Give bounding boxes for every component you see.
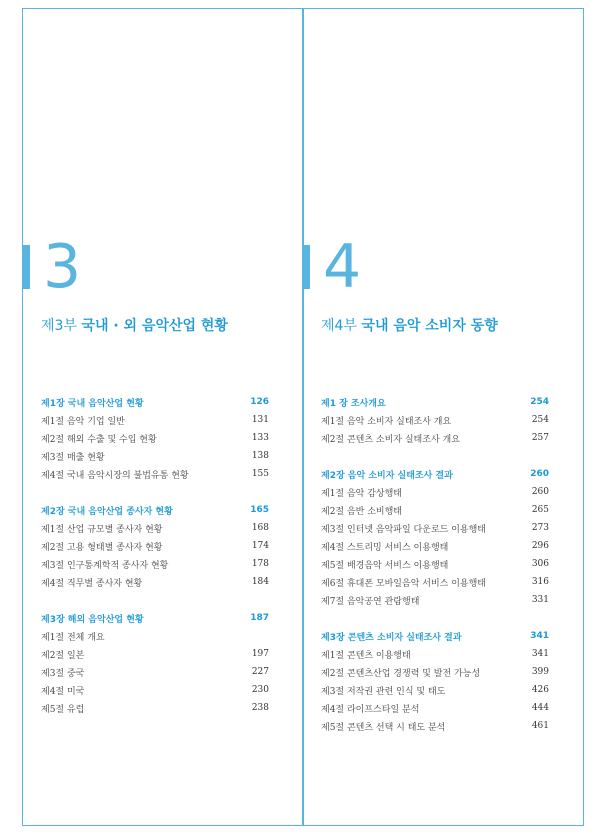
chapter-heading[interactable] xyxy=(41,609,269,627)
section-entry[interactable] xyxy=(321,645,549,663)
section-entry[interactable] xyxy=(321,681,549,699)
section-title: 제3절 저작권 관련 인식 및 태도 xyxy=(321,686,446,697)
section-entry[interactable] xyxy=(41,681,269,699)
section-page: 131 xyxy=(251,415,269,425)
section-page: 444 xyxy=(531,703,549,713)
section-page: 238 xyxy=(251,703,269,713)
section-title: 제4절 직무별 종사자 현황 xyxy=(41,578,143,589)
section-entry[interactable] xyxy=(321,699,549,717)
section-entry[interactable] xyxy=(41,519,269,537)
part-name: 국내 · 외 음악산업 현황 xyxy=(81,318,228,334)
part-accent-bar xyxy=(23,245,30,289)
part-number: 4 xyxy=(323,232,362,302)
section-title: 제2절 콘텐츠 소비자 실태조사 개요 xyxy=(321,434,460,445)
chapter-block xyxy=(41,393,269,483)
chapter-title: 제1 장 조사개요 xyxy=(321,398,386,409)
section-page: 168 xyxy=(251,523,269,533)
section-title: 제3절 매출 현황 xyxy=(41,452,105,463)
section-page: 230 xyxy=(251,685,269,695)
section-title: 제6절 휴대폰 모바일음악 서비스 이용행태 xyxy=(321,578,486,589)
chapter-block xyxy=(41,501,269,591)
section-entry[interactable] xyxy=(41,699,269,717)
section-page: 133 xyxy=(251,433,269,443)
section-entry[interactable] xyxy=(321,555,549,573)
section-title: 제3절 중국 xyxy=(41,668,85,679)
section-entry[interactable] xyxy=(321,429,549,447)
section-page: 260 xyxy=(531,487,549,497)
chapter-heading[interactable] xyxy=(321,465,549,483)
part-accent-bar xyxy=(303,245,310,289)
section-page: 306 xyxy=(531,559,549,569)
section-page: 197 xyxy=(251,649,269,659)
section-title: 제3절 인구통계학적 종사자 현황 xyxy=(41,560,169,571)
chapter-title: 제3장 콘텐츠 소비자 실태조사 결과 xyxy=(321,632,462,643)
chapter-page: 341 xyxy=(530,631,549,641)
section-entry[interactable] xyxy=(321,573,549,591)
section-title: 제7절 음악공연 관람행태 xyxy=(321,596,420,607)
section-entry[interactable] xyxy=(41,465,269,483)
part-label: 제4부 xyxy=(321,318,357,334)
section-title: 제4절 미국 xyxy=(41,686,85,697)
section-entry[interactable] xyxy=(41,411,269,429)
chapter-block xyxy=(321,393,549,447)
section-title: 제3절 인터넷 음악파일 다운로드 이용행태 xyxy=(321,524,486,535)
chapter-page: 254 xyxy=(530,397,549,407)
chapter-title: 제2장 국내 음악산업 종사자 현황 xyxy=(41,506,173,517)
section-page: 461 xyxy=(531,721,549,731)
section-page: 296 xyxy=(531,541,549,551)
section-page: 316 xyxy=(531,577,549,587)
section-title: 제1절 음악 감상행태 xyxy=(321,488,403,499)
section-title: 제2절 고용 형태별 종사자 현황 xyxy=(41,542,163,553)
section-title: 제5절 유럽 xyxy=(41,704,85,715)
part-number: 3 xyxy=(43,232,82,302)
section-title: 제4절 스트리밍 서비스 이용행태 xyxy=(321,542,449,553)
section-entry[interactable] xyxy=(321,411,549,429)
chapter-title: 제3장 해외 음악산업 현황 xyxy=(41,614,144,625)
section-title: 제1절 음악 기업 일반 xyxy=(41,416,125,427)
section-title: 제5절 배경음악 서비스 이용행태 xyxy=(321,560,449,571)
section-page: 273 xyxy=(531,523,549,533)
section-title: 제2절 일본 xyxy=(41,650,85,661)
section-entry[interactable] xyxy=(321,663,549,681)
part-title xyxy=(321,315,498,335)
chapter-page: 187 xyxy=(250,613,269,623)
chapter-heading[interactable] xyxy=(41,393,269,411)
section-title: 제1절 음악 소비자 실태조사 개요 xyxy=(321,416,452,427)
section-page: 174 xyxy=(251,541,269,551)
section-entry[interactable] xyxy=(321,501,549,519)
left-page xyxy=(22,8,304,826)
section-page: 184 xyxy=(251,577,269,587)
section-page: 399 xyxy=(531,667,549,677)
section-entry[interactable] xyxy=(41,537,269,555)
section-title: 제1절 콘텐츠 이용행태 xyxy=(321,650,411,661)
section-page: 341 xyxy=(531,649,549,659)
section-entry[interactable] xyxy=(41,663,269,681)
chapter-title: 제2장 음악 소비자 실태조사 결과 xyxy=(321,470,453,481)
section-page: 426 xyxy=(531,685,549,695)
chapter-block xyxy=(41,609,269,717)
part-name: 국내 음악 소비자 동향 xyxy=(361,318,498,334)
section-entry[interactable] xyxy=(41,627,269,645)
section-page: 257 xyxy=(531,433,549,443)
section-title: 제2절 콘텐츠산업 경쟁력 및 발전 가능성 xyxy=(321,668,481,679)
section-page: 331 xyxy=(531,595,549,605)
table-of-contents xyxy=(321,393,549,753)
section-entry[interactable] xyxy=(321,483,549,501)
part-label: 제3부 xyxy=(41,318,77,334)
section-entry[interactable] xyxy=(41,555,269,573)
chapter-block xyxy=(321,465,549,609)
right-page xyxy=(302,8,584,826)
section-title: 제2절 해외 수출 및 수입 현황 xyxy=(41,434,157,445)
chapter-heading[interactable] xyxy=(321,627,549,645)
section-entry[interactable] xyxy=(41,429,269,447)
section-entry[interactable] xyxy=(41,573,269,591)
section-title: 제5절 콘텐츠 선택 시 태도 분석 xyxy=(321,722,446,733)
section-title: 제4절 라이프스타일 분석 xyxy=(321,704,420,715)
section-page: 138 xyxy=(251,451,269,461)
section-entry[interactable] xyxy=(41,447,269,465)
section-page: 254 xyxy=(531,415,549,425)
section-entry[interactable] xyxy=(321,519,549,537)
section-page: 227 xyxy=(251,667,269,677)
section-entry[interactable] xyxy=(41,645,269,663)
chapter-page: 260 xyxy=(530,469,549,479)
chapter-title: 제1장 국내 음악산업 현황 xyxy=(41,398,144,409)
section-entry[interactable] xyxy=(321,537,549,555)
section-title: 제4절 국내 음악시장의 불법유통 현황 xyxy=(41,470,189,481)
chapter-block xyxy=(321,627,549,735)
chapter-page: 126 xyxy=(250,397,269,407)
section-title: 제1절 전체 개요 xyxy=(41,632,105,643)
section-entry[interactable] xyxy=(321,717,549,735)
part-title xyxy=(41,315,228,335)
section-page: 178 xyxy=(251,559,269,569)
chapter-heading[interactable] xyxy=(321,393,549,411)
chapter-page: 165 xyxy=(250,505,269,515)
section-title: 제2절 음반 소비행태 xyxy=(321,506,403,517)
chapter-heading[interactable] xyxy=(41,501,269,519)
section-page: 155 xyxy=(251,469,269,479)
table-of-contents xyxy=(41,393,269,735)
section-page: 265 xyxy=(531,505,549,515)
section-title: 제1절 산업 규모별 종사자 현황 xyxy=(41,524,163,535)
section-entry[interactable] xyxy=(321,591,549,609)
